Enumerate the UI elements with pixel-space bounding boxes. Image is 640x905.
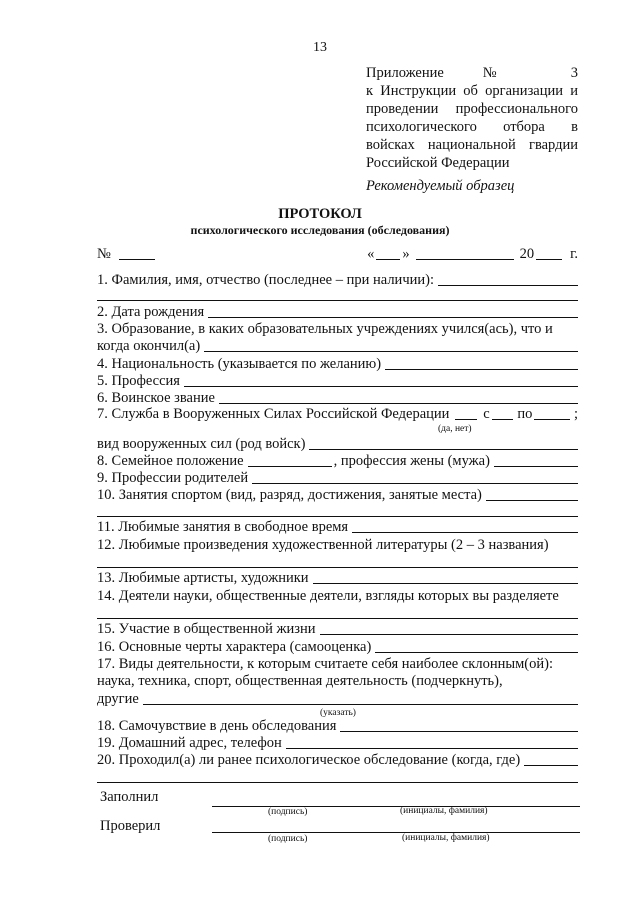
year-prefix: 20	[519, 246, 535, 262]
field-6-input[interactable]	[219, 403, 578, 404]
field-16	[97, 639, 578, 656]
field-12-input-line[interactable]	[97, 567, 578, 568]
field-10-input[interactable]	[486, 500, 578, 501]
field-18-input[interactable]	[340, 731, 578, 732]
field-3-continued	[97, 338, 578, 355]
field-7-hint: (да, нет)	[438, 424, 472, 434]
field-18	[97, 718, 578, 735]
field-17-hint: (указать)	[320, 708, 356, 718]
quote-open: «	[367, 246, 375, 262]
field-12-label: 12. Любимые произведения художественной литературы (2 – 3 названия)	[97, 537, 549, 553]
filled-signature-hint: (подпись)	[268, 807, 308, 817]
field-2-input[interactable]	[208, 317, 578, 318]
field-10	[97, 487, 578, 504]
year-suffix: г.	[570, 246, 578, 262]
field-15-label: 15. Участие в общественной жизни	[97, 621, 316, 637]
field-19-input[interactable]	[286, 748, 578, 749]
field-17-label: 17. Виды деятельности, к которым считаете себя наиболее склонным(ой):	[97, 656, 553, 672]
field-7-to-label: по	[517, 406, 533, 422]
recommended-sample-label: Рекомендуемый образец	[366, 178, 515, 194]
protocol-number-date-row	[97, 246, 578, 263]
field-7-label: 7. Служба в Вооруженных Силах Российской Федерации	[97, 406, 450, 422]
quote-close: »	[402, 246, 410, 262]
checked-by-signature-line[interactable]	[212, 832, 580, 833]
field-6	[97, 390, 578, 407]
number-label: №	[97, 246, 111, 262]
checked-by-label: Проверил	[100, 818, 161, 834]
field-11-label: 11. Любимые занятия в свободное время	[97, 519, 349, 535]
field-3-label-continued: когда окончил(а)	[97, 338, 201, 354]
field-8-label: 8. Семейное положение	[97, 453, 244, 469]
field-8-marital-input[interactable]	[248, 466, 332, 467]
field-20-input[interactable]	[524, 765, 578, 766]
field-17-options-label: наука, техника, спорт, общественная деятельность (подчеркнуть),	[97, 673, 503, 689]
field-6-label: 6. Воинское звание	[97, 390, 215, 406]
field-14-label: 14. Деятели науки, общественные деятели, взгляды которых вы разделяете	[97, 588, 559, 604]
field-7-end: ;	[573, 406, 578, 422]
appendix-line: к Инструкции об организации и	[366, 83, 578, 99]
field-16-input[interactable]	[375, 652, 578, 653]
appendix-block	[366, 64, 578, 172]
field-16-label: 16. Основные черты характера (самооценка)	[97, 639, 372, 655]
field-7	[97, 406, 578, 423]
field-12	[97, 537, 578, 554]
field-2-label: 2. Дата рождения	[97, 304, 205, 320]
field-8-spouse-input[interactable]	[494, 466, 578, 467]
field-7-yes-no-input[interactable]	[455, 419, 477, 420]
field-2	[97, 304, 578, 321]
appendix-line: психологического отбора в	[366, 119, 578, 135]
field-20-continuation-line[interactable]	[97, 782, 578, 783]
field-18-label: 18. Самочувствие в день обследования	[97, 718, 337, 734]
field-5-input[interactable]	[184, 386, 578, 387]
document-subtitle: психологического исследования (обследования)	[190, 223, 450, 237]
field-7-from-input[interactable]	[492, 419, 514, 420]
appendix-line: Российской Федерации	[366, 155, 510, 171]
field-7b	[97, 436, 578, 453]
field-4-label: 4. Национальность (указывается по желанию)	[97, 356, 382, 372]
field-3-label: 3. Образование, в каких образовательных учреждениях учился(ась), что и	[97, 321, 553, 337]
field-14	[97, 588, 578, 605]
field-3	[97, 321, 578, 338]
field-17-other-input[interactable]	[143, 704, 578, 705]
filled-name-hint: (инициалы, фамилия)	[400, 806, 488, 816]
field-5	[97, 373, 578, 390]
field-20	[97, 752, 578, 769]
field-4-input[interactable]	[385, 369, 578, 370]
field-3-input[interactable]	[204, 351, 578, 352]
field-17	[97, 656, 578, 673]
appendix-line: войсках национальной гвардии	[366, 137, 578, 153]
field-1-continuation-line[interactable]	[97, 300, 578, 301]
appendix-line: проведении профессионального	[366, 101, 578, 117]
field-15-input[interactable]	[320, 634, 578, 635]
field-14-input-line[interactable]	[97, 618, 578, 619]
field-17-other	[97, 691, 578, 708]
field-5-label: 5. Профессия	[97, 373, 180, 389]
field-8	[97, 453, 578, 470]
day-field[interactable]	[376, 259, 400, 260]
field-15	[97, 621, 578, 638]
document-title: ПРОТОКОЛ	[278, 206, 362, 222]
checked-name-hint: (инициалы, фамилия)	[402, 833, 490, 843]
field-17-options	[97, 673, 578, 690]
field-8-spouse-label: , профессия жены (мужа)	[333, 453, 490, 469]
field-19-label: 19. Домашний адрес, телефон	[97, 735, 282, 751]
field-11	[97, 519, 578, 536]
field-9-label: 9. Профессии родителей	[97, 470, 249, 486]
field-13	[97, 570, 578, 587]
page-number: 13	[313, 40, 327, 55]
field-19	[97, 735, 578, 752]
field-7-to-input[interactable]	[534, 419, 570, 420]
filled-by-label: Заполнил	[100, 789, 159, 805]
field-10-label: 10. Занятия спортом (вид, разряд, достижения, занятые места)	[97, 487, 482, 503]
checked-signature-hint: (подпись)	[268, 834, 308, 844]
field-11-input[interactable]	[352, 532, 578, 533]
month-field[interactable]	[416, 259, 514, 260]
field-9	[97, 470, 578, 487]
field-9-input[interactable]	[252, 483, 578, 484]
year-field[interactable]	[536, 259, 562, 260]
field-20-label: 20. Проходил(а) ли ранее психологическое обследование (когда, где)	[97, 752, 521, 768]
field-10-continuation-line[interactable]	[97, 516, 578, 517]
field-13-label: 13. Любимые артисты, художники	[97, 570, 309, 586]
field-7-from-label: с	[483, 406, 490, 422]
appendix-line: Приложение № 3	[366, 65, 578, 81]
field-17-other-label: другие	[97, 691, 139, 707]
field-1-input[interactable]	[438, 285, 578, 286]
field-4	[97, 356, 578, 373]
field-13-input[interactable]	[313, 583, 578, 584]
field-1-label: 1. Фамилия, имя, отчество (последнее – при наличии):	[97, 272, 434, 288]
protocol-number-field[interactable]	[119, 259, 155, 260]
field-7b-input[interactable]	[309, 449, 578, 450]
field-7b-label: вид вооруженных сил (род войск)	[97, 436, 306, 452]
field-1	[97, 272, 578, 289]
